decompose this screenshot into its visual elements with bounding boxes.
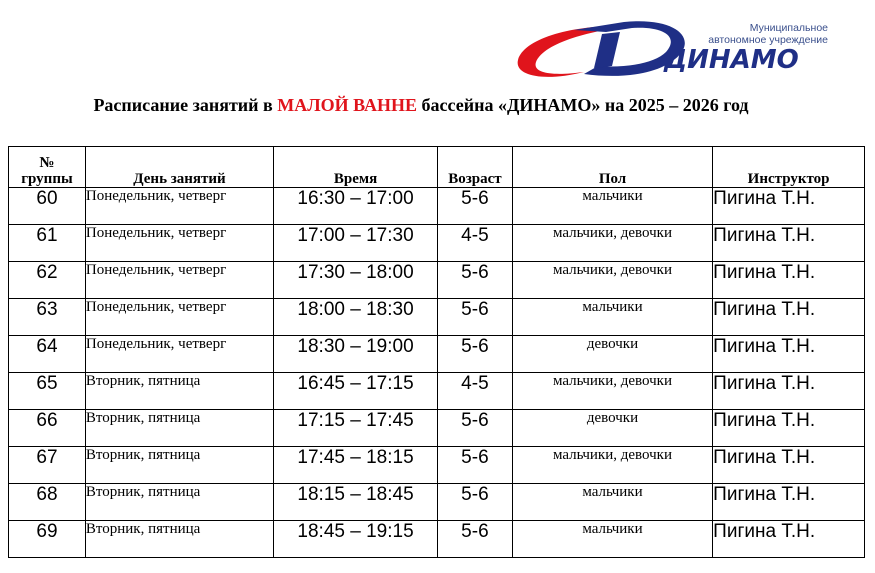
table-row <box>9 373 865 410</box>
cell-day: Понедельник, четверг <box>85 336 273 373</box>
header-instructor: Инструктор <box>713 147 865 188</box>
cell-sex: мальчики, девочки <box>512 447 712 484</box>
table-row <box>9 410 865 447</box>
svg-text:ДИНАМО: ДИНАМО <box>664 45 799 75</box>
header-day: День занятий <box>85 147 273 188</box>
cell-group-number: 66 <box>9 410 86 447</box>
cell-age: 5-6 <box>437 262 512 299</box>
cell-day: Понедельник, четверг <box>85 188 273 225</box>
table-row <box>9 447 865 484</box>
cell-sex: девочки <box>512 336 712 373</box>
cell-group-number: 65 <box>9 373 86 410</box>
cell-instructor: Пигина Т.Н. <box>713 299 865 336</box>
logo-caption-line2: автономное учреждение <box>708 34 828 46</box>
cell-age: 5-6 <box>437 447 512 484</box>
schedule-body <box>9 188 865 558</box>
title-after: бассейна «ДИНАМО» на 2025 – 2026 год <box>417 95 749 115</box>
cell-time: 18:00 – 18:30 <box>274 299 438 336</box>
cell-sex: мальчики <box>512 521 712 558</box>
cell-time: 18:15 – 18:45 <box>274 484 438 521</box>
cell-time: 18:30 – 19:00 <box>274 336 438 373</box>
cell-time: 16:45 – 17:15 <box>274 373 438 410</box>
cell-instructor: Пигина Т.Н. <box>713 410 865 447</box>
cell-instructor: Пигина Т.Н. <box>713 521 865 558</box>
cell-age: 5-6 <box>437 521 512 558</box>
cell-day: Вторник, пятница <box>85 447 273 484</box>
cell-group-number: 62 <box>9 262 86 299</box>
logo-caption-line1: Муниципальное <box>749 22 828 34</box>
cell-day: Понедельник, четверг <box>85 299 273 336</box>
cell-sex: девочки <box>512 410 712 447</box>
cell-time: 17:30 – 18:00 <box>274 262 438 299</box>
cell-age: 4-5 <box>437 373 512 410</box>
cell-day: Понедельник, четверг <box>85 262 273 299</box>
cell-sex: мальчики, девочки <box>512 262 712 299</box>
cell-sex: мальчики <box>512 299 712 336</box>
header-group-number <box>9 147 86 188</box>
cell-age: 5-6 <box>437 336 512 373</box>
header-num-line2: группы <box>21 171 73 187</box>
schedule-table <box>8 146 865 558</box>
cell-instructor: Пигина Т.Н. <box>713 447 865 484</box>
cell-group-number: 69 <box>9 521 86 558</box>
table-row <box>9 336 865 373</box>
table-row <box>9 299 865 336</box>
header-age: Возраст <box>437 147 512 188</box>
cell-group-number: 60 <box>9 188 86 225</box>
cell-age: 5-6 <box>437 484 512 521</box>
cell-instructor: Пигина Т.Н. <box>713 262 865 299</box>
title-accent: МАЛОЙ ВАННЕ <box>277 95 418 115</box>
cell-group-number: 63 <box>9 299 86 336</box>
title-before: Расписание занятий в <box>93 95 278 115</box>
cell-instructor: Пигина Т.Н. <box>713 373 865 410</box>
cell-time: 17:00 – 17:30 <box>274 225 438 262</box>
cell-day: Вторник, пятница <box>85 410 273 447</box>
cell-time: 16:30 – 17:00 <box>274 188 438 225</box>
cell-age: 5-6 <box>437 188 512 225</box>
cell-day: Вторник, пятница <box>85 373 273 410</box>
cell-day: Понедельник, четверг <box>85 225 273 262</box>
cell-group-number: 64 <box>9 336 86 373</box>
cell-sex: мальчики, девочки <box>512 373 712 410</box>
logo-caption <box>678 22 828 46</box>
cell-instructor: Пигина Т.Н. <box>713 336 865 373</box>
cell-day: Вторник, пятница <box>85 521 273 558</box>
cell-age: 5-6 <box>437 410 512 447</box>
cell-group-number: 67 <box>9 447 86 484</box>
cell-instructor: Пигина Т.Н. <box>713 188 865 225</box>
table-header-row <box>9 147 865 188</box>
table-row <box>9 262 865 299</box>
table-row <box>9 484 865 521</box>
cell-day: Вторник, пятница <box>85 484 273 521</box>
cell-group-number: 68 <box>9 484 86 521</box>
cell-age: 4-5 <box>437 225 512 262</box>
cell-time: 18:45 – 19:15 <box>274 521 438 558</box>
header-time: Время <box>274 147 438 188</box>
cell-sex: мальчики <box>512 188 712 225</box>
table-row <box>9 521 865 558</box>
cell-instructor: Пигина Т.Н. <box>713 225 865 262</box>
page-title <box>0 95 842 116</box>
cell-group-number: 61 <box>9 225 86 262</box>
table-row <box>9 225 865 262</box>
cell-sex: мальчики <box>512 484 712 521</box>
cell-age: 5-6 <box>437 299 512 336</box>
cell-time: 17:45 – 18:15 <box>274 447 438 484</box>
header-sex: Пол <box>512 147 712 188</box>
cell-sex: мальчики, девочки <box>512 225 712 262</box>
cell-instructor: Пигина Т.Н. <box>713 484 865 521</box>
header-num-line1: № <box>39 155 55 171</box>
table-row <box>9 188 865 225</box>
cell-time: 17:15 – 17:45 <box>274 410 438 447</box>
